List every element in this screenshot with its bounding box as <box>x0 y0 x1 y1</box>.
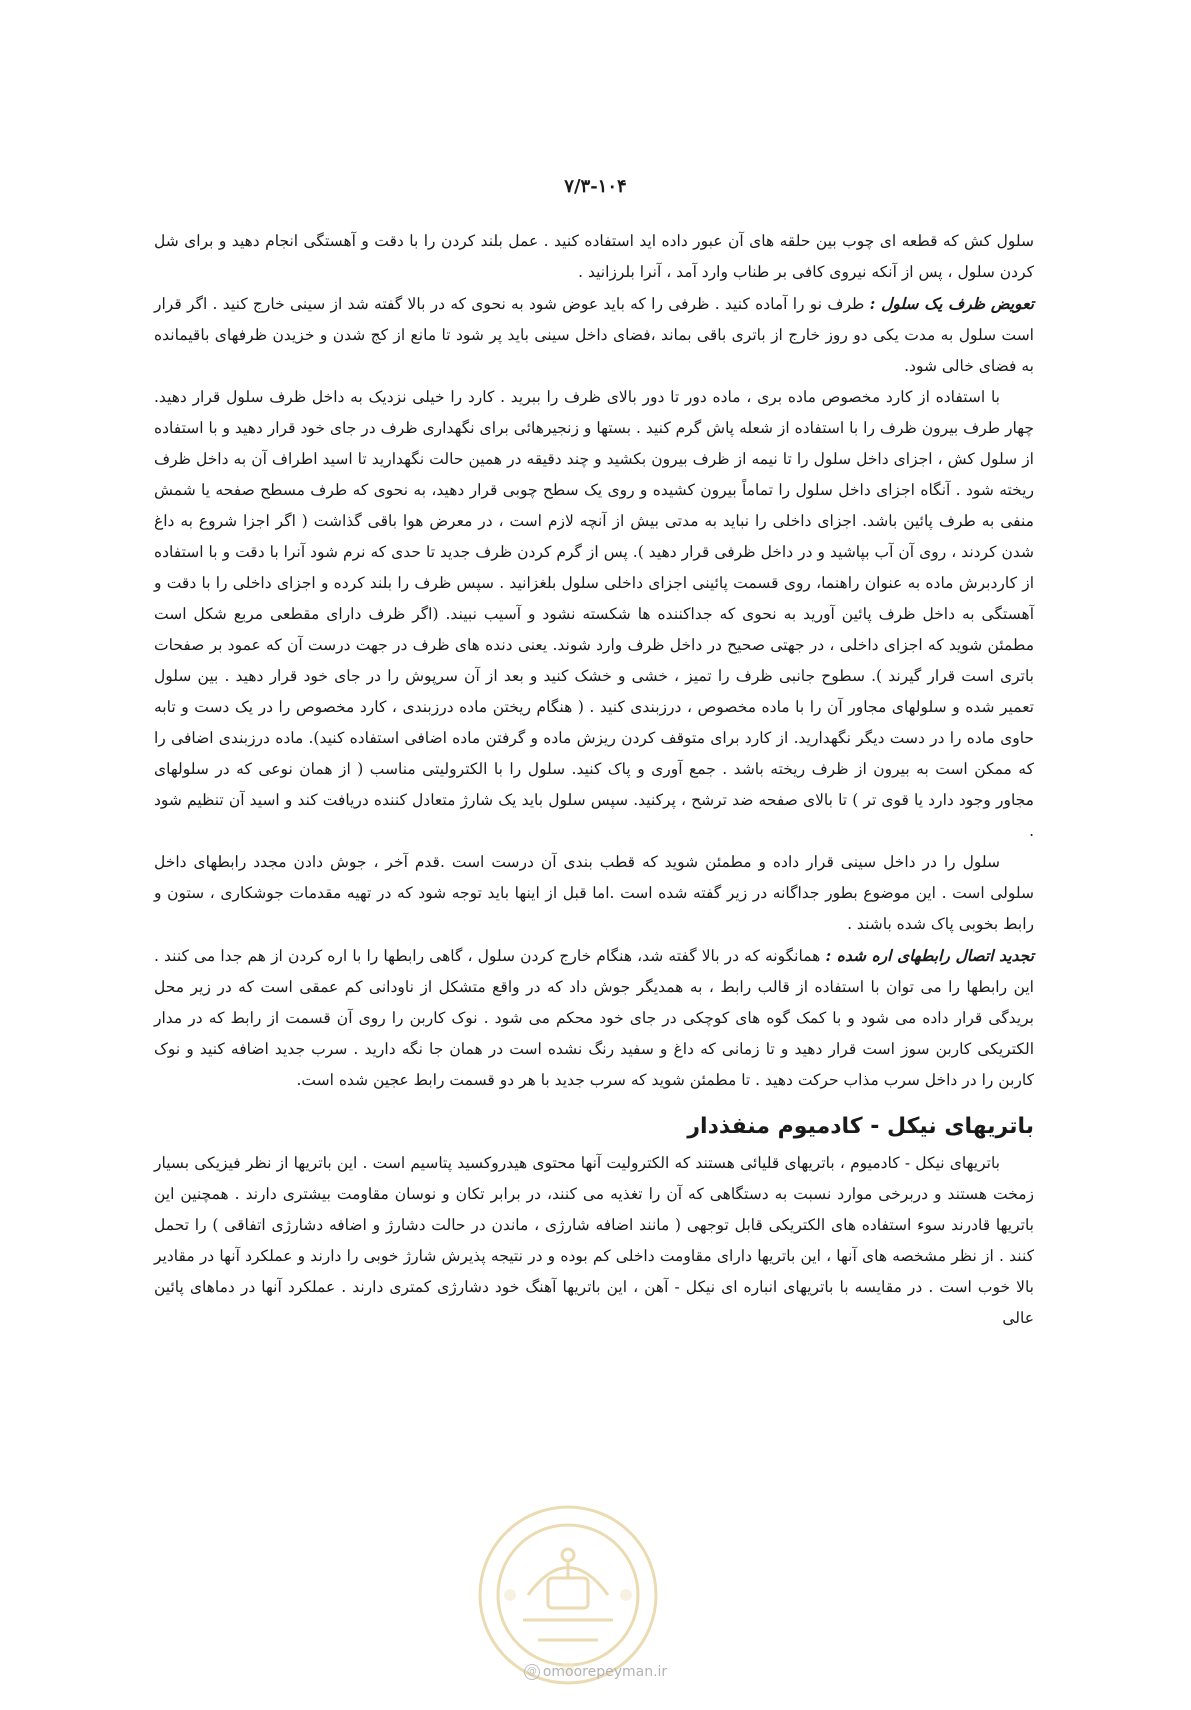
paragraph-text: همانگونه که در بالا گفته شد، هنگام خارج کردن سلول ، گاهی رابطها را با اره کردن از هم جدا می کنند . این رابطها را می توان با استفاده از قالب رابط ، به همدیگر جوش داد که در واقع متشکل از ناودانی کم عمقی است که در زیر محل بریدگی قرار داده می شود و با کمک گوه های کوچکی در جای خود محکم می شود . نوک کاربن را روی آن قسمت از رابط که در مدار الکتریکی کاربن سوز است قرار دهید و تا زمانی که داغ و سفید رنگ نشده است در همان جا نگه دارید . سرب جدید اضافه کنید و نوک کاربن را در داخل سرب مذاب حرکت دهید . تا مطمئن شوید که سرب جدید با هر دو قسمت رابط عجین شده است. <box>154 947 1034 1089</box>
run-in-heading: تعویض ظرف یک سلول : <box>869 294 1034 313</box>
paragraph: سلول را در داخل سینی قرار داده و مطمئن شوید که قطب بندی آن درست است .قدم آخر ، جوش دادن مجدد رابطهای داخل سلولی است . این موضوع بطور جداگانه در زیر گفته شده است .اما قبل از اینها باید توجه شود که در تهیه مقدمات جوشکاری ، ستون و رابط بخوبی پاک شده باشند . <box>154 853 1034 933</box>
run-in-heading: تجدید اتصال رابطهای اره شده : <box>825 946 1034 965</box>
paragraph-text: طرف نو را آماده کنید . ظرفی را که باید عوض شود به نحوی که در بالا گفته شد از سینی خارج کنید . اگر قرار است سلول به مدت یکی دو روز خارج از باتری باقی بماند ،فضای داخل سینی باید پر شود تا مانع از کج شدن و خزیدن ظرفهای باقیمانده به فضای خالی شود. <box>154 295 1034 375</box>
paragraph <box>154 940 1034 1096</box>
watermark-url-text: omoorepeyman.ir <box>542 1664 668 1680</box>
page-number: ۷/۳-۱۰۴ <box>564 176 627 197</box>
document-body <box>154 226 1034 1334</box>
paragraph: با استفاده از کارد مخصوص ماده بری ، ماده دور تا دور بالای ظرف را ببرید . کارد را خیلی نزدیک به داخل ظرف سلول قرار دهید. چهار طرف بیرون ظرف را با استفاده از شعله پاش گرم کنید . بستها و زنجیرهائی برای نگهداری ظرف در جای خود قرار دهید و با استفاده از سلول کش ، اجزای داخل سلول را تا نیمه از ظرف بیرون بکشید و چند دقیقه در همین حالت نگهدارید تا اسید اطراف آن به داخل ظرف ریخته شود . آنگاه اجزای داخل سلول را تماماً بیرون کشیده و روی یک سطح چوبی قرار دهید، به نحوی که طرف مسطح صفحه یا شمش منفی به طرف پائین باشد. اجزای داخلی را نباید به مدتی بیش از آنچه لازم است ، در معرض هوا باقی گذاشت ( اگر اجزا شروع به داغ شدن کردند ، روی آن آب بپاشید و در داخل ظرفی قرار دهید ). پس از گرم کردن ظرف جدید تا حدی که نرم شود آنرا با دقت و با استفاده از کاردبرش ماده به عنوان راهنما، روی قسمت پائینی اجزای داخلی سلول بلغزانید . سپس ظرف را بلند کرده و اجزای داخلی را با دقت و آهستگی به داخل ظرف پائین آورید به نحوی که جداکننده ها شکسته نشود و آسیب نبیند. (اگر ظرف دارای مقطعی مربع شکل است مطمئن شوید که اجزای داخلی ، در جهتی صحیح در داخل ظرف وارد شوند. یعنی دنده های ظرف در جهت درست آن که عمود بر صفحات باتری است قرار گیرند ). سطوح جانبی ظرف را تمیز ، خشی و خشک کنید و بعد از آن سرپوش را در جای خود قرار دهید . بین سلول تعمیر شده و سلولهای مجاور آن را با ماده مخصوص ، درزبندی کنید . ( هنگام ریختن ماده درزبندی ، کارد مخصوص را در یک دست و تابه حاوی ماده را در دست دیگر نگهدارید. از کارد برای متوقف کردن ریزش ماده و گرفتن ماده اضافی استفاده کنید). ماده درزبندی اضافی را که ممکن است به بیرون از ظرف ریخته باشد . جمع آوری و پاک کنید. سلول را با الکترولیتی مناسب ( از همان نوعی که در سلولهای مجاور وجود دارد یا قوی تر ) تا بالای صفحه ضد ترشح ، پرکنید. سپس سلول باید یک شارژ متعادل کننده دریافت کند و اسید آن تنظیم شود . <box>154 388 1034 840</box>
paragraph: باتریهای نیکل - کادمیوم ، باتریهای قلیائی هستند که الکترولیت آنها محتوی هیدروکسید پتاسیم است . این باتریها از نظر فیزیکی بسیار زمخت هستند و دربرخی موارد نسبت به دستگاهی که آن را تغذیه می کنند، در برابر تکان و نوسان مقاومت بیشتری دارند . همچنین این باتریها قادرند سوء استفاده های الکتریکی قابل توجهی ( مانند اضافه شارژی ، ماندن در حالت دشارژ و اضافه دشارژی اتفاقی ) را تحمل کنند . از نظر مشخصه های آنها ، این باتریها دارای مقاومت داخلی کم بوده و در نتیجه پذیرش شارژ خوبی را دارند و عملکرد آنها در مقادیر بالا خوب است . در مقایسه با باتریهای انباره ای نیکل - آهن ، این باتریها آهنگ خود دشارژی کمتری دارند . عملکرد آنها در دماهای پائین عالی <box>154 1154 1034 1327</box>
at-sign-icon: @ <box>524 1664 540 1680</box>
section-heading: باتریهای نیکل - کادمیوم منفذدار <box>687 1114 1034 1139</box>
paragraph <box>154 288 1034 382</box>
paragraph: سلول کش که قطعه ای چوب بین حلقه های آن عبور داده اید استفاده کنید . عمل بلند کردن را با دقت و آهستگی انجام دهید و برای شل کردن سلول ، پس از آنکه نیروی کافی بر طناب وارد آمد ، آنرا بلرزانید . <box>154 232 1034 281</box>
watermark-url <box>0 1664 1191 1680</box>
